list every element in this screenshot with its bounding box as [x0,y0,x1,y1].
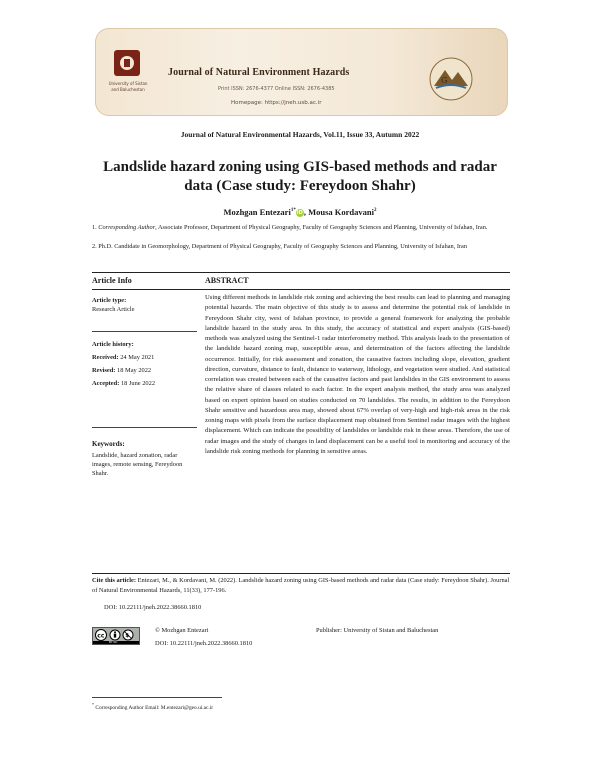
journal-title: Journal of Natural Environment Hazards [168,67,350,78]
university-logo-text: University of Sistan and Baluchestan [108,81,148,92]
article-type-block [92,296,197,314]
author-2-sup: 2 [373,208,377,214]
title-line-2: data (Case study: Fereydoon Shahr) [184,178,416,194]
corresponding-author-label: Corresponding Author [98,224,156,231]
keywords-label: Keywords: [92,440,125,448]
publisher: Publisher: University of Sistan and Baluchestan [316,627,439,634]
keywords-block [92,440,197,478]
citation-rule [92,573,510,574]
citation-doi[interactable]: DOI: 10.22111/jneh.2022.38660.1810 [104,604,202,611]
revised-date: 18 May 2022 [117,367,152,374]
footnote-mark: * [92,702,94,707]
keywords-value: Landslide, hazard zonation, radar images, remote sensing, Fereydoon Shahr. [92,452,183,477]
article-info-heading: Article Info [92,276,132,285]
received-date: 24 May 2021 [120,354,155,361]
article-type-value: Research Article [92,306,135,313]
cc-badge-text: BY NC [109,640,118,645]
cc-license-badge[interactable] [92,627,140,645]
accepted-label: Accepted: [92,380,120,387]
author-list [0,207,600,217]
info-divider-2 [92,427,197,428]
copyright-holder: © Mozhgan Entezari [155,627,209,634]
journal-homepage: Homepage: https://jneh.usb.ac.ir [231,100,322,106]
section-rule-top [92,272,510,273]
section-rule-mid [92,289,510,290]
received-label: Received: [92,354,119,361]
author-1: Mozhgan Entezari [223,207,291,217]
accepted-date: 18 June 2022 [120,380,156,387]
affiliation-2: 2. Ph.D. Candidate in Geomorphology, Department of Physical Geography, Faculty of Geography Sciences and Planning, University of Isfahan, Iran [92,243,467,250]
author-1-sup: 1* [290,208,296,214]
license-doi[interactable]: DOI: 10.22111/jneh.2022.38660.1810 [155,640,253,647]
revised-label: Revised: [92,367,116,374]
footnote [92,702,213,711]
journal-issn: Print ISSN: 2676-4377 Online ISSN: 2676-4385 [218,86,335,92]
svg-text:G: G [441,76,448,85]
affiliation-1: 1. Corresponding Author, Associate Professor, Department of Physical Geography, Faculty of Geography Sciences and Planning, University of Isfahan, Iran. [92,224,488,231]
article-history-label: Article history: [92,341,134,348]
author-separator: , [303,207,309,217]
footnote-email: Corresponding Author Email: M.entezari@geo.ui.ac.ir [95,704,214,711]
citation-label: Cite this article: [92,577,137,584]
title-line-1: Landslide hazard zoning using GIS-based methods and radar [103,159,497,175]
orcid-icon[interactable]: iD [296,210,303,217]
article-history-block [92,340,197,388]
abstract-text: Using different methods in landslide risk zoning and achieving the best results can lead to planning and managing potential hazards. The main objective of this study is to assess and determine the potential risk of landslide in Fereydoon Shahr city, west of Isfahan province, to provide a general framework for analyzing the probable landslide hazard in the study area. In this study, the accuracy of statistical and expert analysis (GIS-based) methods was analyzed using the Sentinel-1 radar interferometry method. This analysis leads to the presentation of the landslide hazard zoning map, susceptible areas, and determination of the factors affecting the landslide occurrence. Initially, for risk assessment and zonation, the causative factors including slope, elevation, gradient direction, curvature, distance to fault, distance to waterway, lithology, and vegetation were studied. And statistical correlation was created between each of the causative factors and past landslides in the GIS environment to assess the relative share of classes related to each factor. In the expert analysis method, the study area was analyzed based on expert opinion based on studies conducted on 70 landslides. The results, in addition to the Fereydoon Shahr sensitive and hazardous area map, showed about 67% overlap of very-high and high-risk areas in the risk zoning maps with pixels from the surface displacement map obtained from Sentinel radar images with the highest displacement. Which can indicate the possibility of landslides or landslide risk in these areas. Therefore, the use of radar images and the study of changes in land displacement can be a useful tool in monitoring and accuracy of the landslide risk zoning methods for planning in sensitive areas. [205,294,510,455]
citation-block [92,576,510,595]
journal-reference: Journal of Natural Environmental Hazards, Vol.11, Issue 33, Autumn 2022 [180,130,420,139]
article-type-label: Article type: [92,297,127,304]
citation-text: Entezari, M., & Kordavani, M. (2022). Landslide hazard zoning using GIS-based methods and radar data (Case study: Fereydoon Shahr). Journal of Natural Environmental Hazards, 11(33), 177-196. [92,577,510,594]
abstract-heading: ABSTRACT [205,276,249,285]
svg-text:$: $ [125,633,130,640]
article-title [100,158,500,196]
info-divider-1 [92,331,197,332]
journal-logo [428,56,474,102]
university-logo [106,50,150,102]
footnote-rule [92,697,222,698]
author-2: Mousa Kordavani [308,207,374,217]
svg-text:cc: cc [97,632,105,640]
